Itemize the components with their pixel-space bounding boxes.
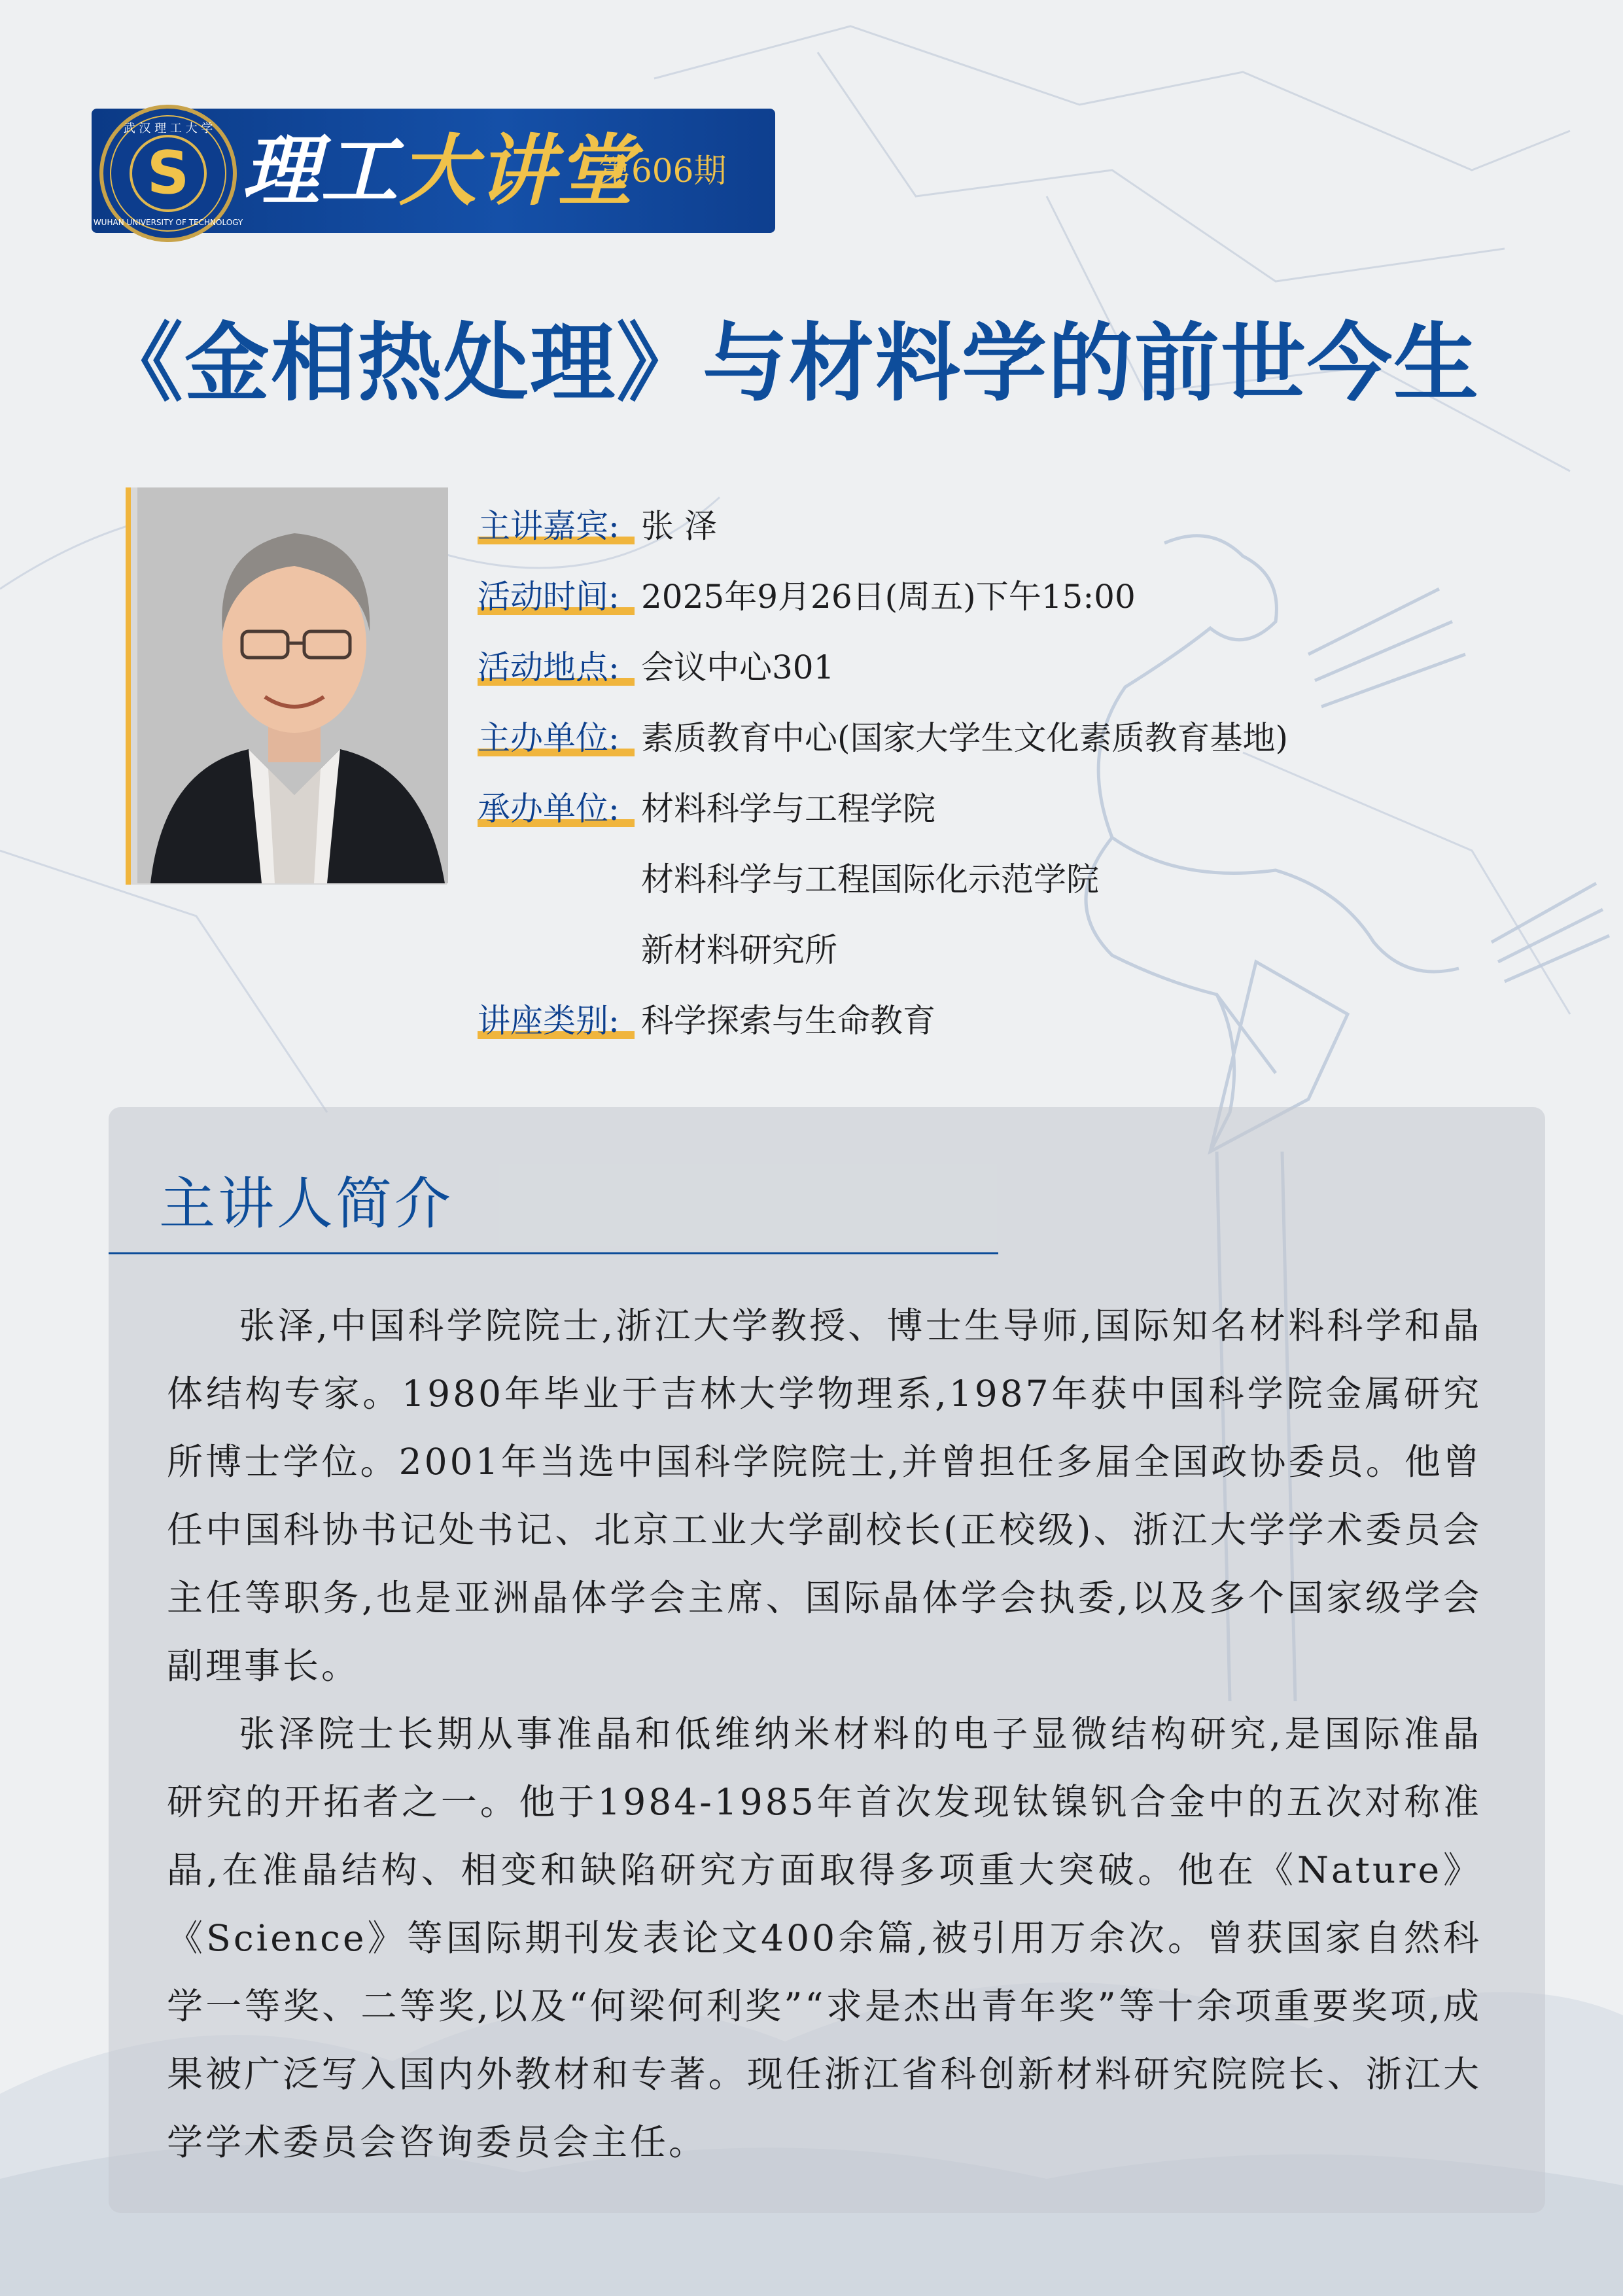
info-label: 讲座类别: [478, 992, 641, 1050]
issue-number: 第606期 [599, 152, 727, 190]
info-value: 张 泽 [641, 507, 717, 545]
svg-text:WUHAN UNIVERSITY OF TECHNOLOGY: WUHAN UNIVERSITY OF TECHNOLOGY [93, 218, 243, 227]
info-row-host [478, 709, 1393, 780]
info-value: 会议中心301 [641, 648, 835, 686]
info-value: 科学探索与生命教育 [641, 1002, 935, 1040]
info-value: 2025年9月26日(周五)下午15:00 [641, 578, 1136, 616]
bio-heading: 主讲人简介 [159, 1171, 453, 1237]
lecture-title: 《金相热处理》与材料学的前世今生 [98, 313, 1480, 413]
info-label: 活动时间: [478, 568, 641, 626]
info-value: 新材料研究所 [641, 931, 837, 969]
bio-heading-divider [109, 1252, 998, 1254]
seal-emblem-icon: S [130, 135, 207, 212]
speaker-photo [137, 487, 448, 883]
info-label: 承办单位: [478, 780, 641, 838]
brand-part1: 理工 [242, 125, 400, 216]
info-label: 主办单位: [478, 709, 641, 767]
bio-paragraph: 张泽院士长期从事准晶和低维纳米材料的电子显微结构研究,是国际准晶研究的开拓者之一。他于1984-1985年首次发现钛镍钒合金中的五次对称准晶,在准晶结构、相变和缺陷研究方面取得多项重大突破。他在《Nature》《Science》等国际期刊发表论文400余篇,被引用万余次。曾获国家自然科学一等奖、二等奖,以及“何梁何利奖”“求是杰出青年奖”等十余项重要奖项,成果被广泛写入国内外教材和专著。现任浙江省科创新材料研究院院长、浙江大学学术委员会咨询委员会主任。 [167, 1713, 1482, 2163]
info-label: 活动地点: [478, 639, 641, 696]
brand-part2: 大讲堂 [399, 125, 635, 216]
info-row-category [478, 992, 1393, 1063]
bio-text [167, 1292, 1482, 2176]
info-row-organizer [478, 780, 1393, 851]
info-row-location [478, 639, 1393, 709]
info-row-organizer-2 [478, 851, 1393, 921]
svg-text:武 汉 理 工 大 学: 武 汉 理 工 大 学 [123, 122, 213, 135]
info-value: 材料科学与工程学院 [641, 790, 935, 828]
bio-paragraph: 张泽,中国科学院院士,浙江大学教授、博士生导师,国际知名材料科学和晶体结构专家。1980年毕业于吉林大学物理系,1987年获中国科学院金属研究所博士学位。2001年当选中国科学院院士,并曾担任多届全国政协委员。他曾任中国科协书记处书记、北京工业大学副校长(正校级)、浙江大学学术委员会主任等职务,也是亚洲晶体学会主席、国际晶体学会执委,以及多个国家级学会副理事长。 [167, 1305, 1482, 1687]
university-seal-logo [93, 105, 243, 242]
info-row-time [478, 568, 1393, 639]
info-label: 主讲嘉宾: [478, 497, 641, 555]
info-row-speaker [478, 497, 1393, 568]
info-value: 材料科学与工程国际化示范学院 [641, 860, 1099, 898]
event-info-list [478, 497, 1393, 1063]
photo-accent-bar [126, 487, 131, 885]
info-row-organizer-3 [478, 921, 1393, 992]
lecture-brand [242, 122, 635, 220]
info-value: 素质教育中心(国家大学生文化素质教育基地) [641, 719, 1289, 757]
